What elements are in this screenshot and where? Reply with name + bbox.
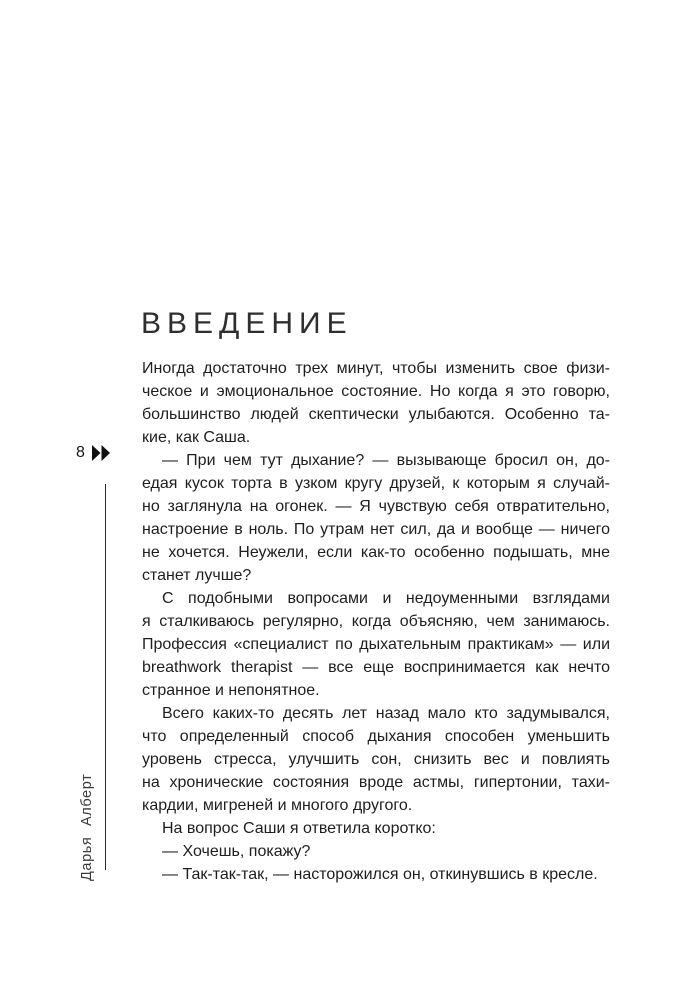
folio bbox=[76, 444, 111, 462]
text-line: Профессия «специалист по дыхательным практикам» — или bbox=[142, 636, 610, 653]
text-line: Иногда достаточно трех минут, чтобы изменить свое физи- bbox=[142, 360, 610, 377]
text-line: странное и непонятное. bbox=[142, 682, 320, 699]
text-line: кие, как Саша. bbox=[142, 429, 251, 446]
text-line: на хронические состояния вроде астмы, гипертонии, тахи- bbox=[142, 774, 610, 791]
text-line: большинство людей скептически улыбаются. Особенно та- bbox=[142, 406, 610, 423]
page-number: 8 bbox=[76, 444, 85, 461]
text-line: breathwork therapist — все еще воспринимается как нечто bbox=[142, 659, 610, 676]
text-line: настроение в ноль. По утрам нет сил, да и вообще — ничего bbox=[142, 521, 610, 538]
fast-forward-icon bbox=[92, 445, 111, 461]
text-line: На вопрос Саши я ответила коротко: bbox=[162, 820, 436, 837]
text-line: уровень стресса, улучшить сон, снизить вес и повлиять bbox=[142, 751, 610, 768]
text-line: едая кусок торта в узком кругу друзей, к которым я случай- bbox=[142, 475, 610, 492]
text-line: не хочется. Неужели, если как-то особенно подышать, мне bbox=[142, 544, 610, 561]
text-line: станет лучше? bbox=[142, 567, 252, 584]
text-line: но заглянула на огонек. — Я чувствую себя отвратительно, bbox=[142, 498, 610, 515]
text-line: я сталкиваюсь регулярно, когда объясняю, чем занимаюсь. bbox=[142, 613, 610, 630]
text-line: что определенный способ дыхания способен уменьшить bbox=[142, 728, 610, 745]
margin-rule bbox=[105, 484, 106, 870]
text-line: — При чем тут дыхание? — вызывающе бросил он, до- bbox=[162, 452, 610, 469]
chapter-heading: ВВЕДЕНИЕ bbox=[141, 307, 353, 340]
body-text bbox=[142, 357, 610, 886]
text-line: — Так-так-так, — насторожился он, откинувшись в кресле. bbox=[162, 866, 598, 883]
text-line: Всего каких-то десять лет назад мало кто задумывался, bbox=[162, 705, 610, 722]
author-name-vertical: Дарья Алберт bbox=[79, 773, 95, 881]
text-line: ческое и эмоциональное состояние. Но когда я это говорю, bbox=[142, 383, 610, 400]
text-line: кардии, мигреней и многого другого. bbox=[142, 797, 413, 814]
text-line: — Хочешь, покажу? bbox=[162, 843, 311, 860]
text-line: С подобными вопросами и недоуменными взглядами bbox=[162, 590, 610, 607]
